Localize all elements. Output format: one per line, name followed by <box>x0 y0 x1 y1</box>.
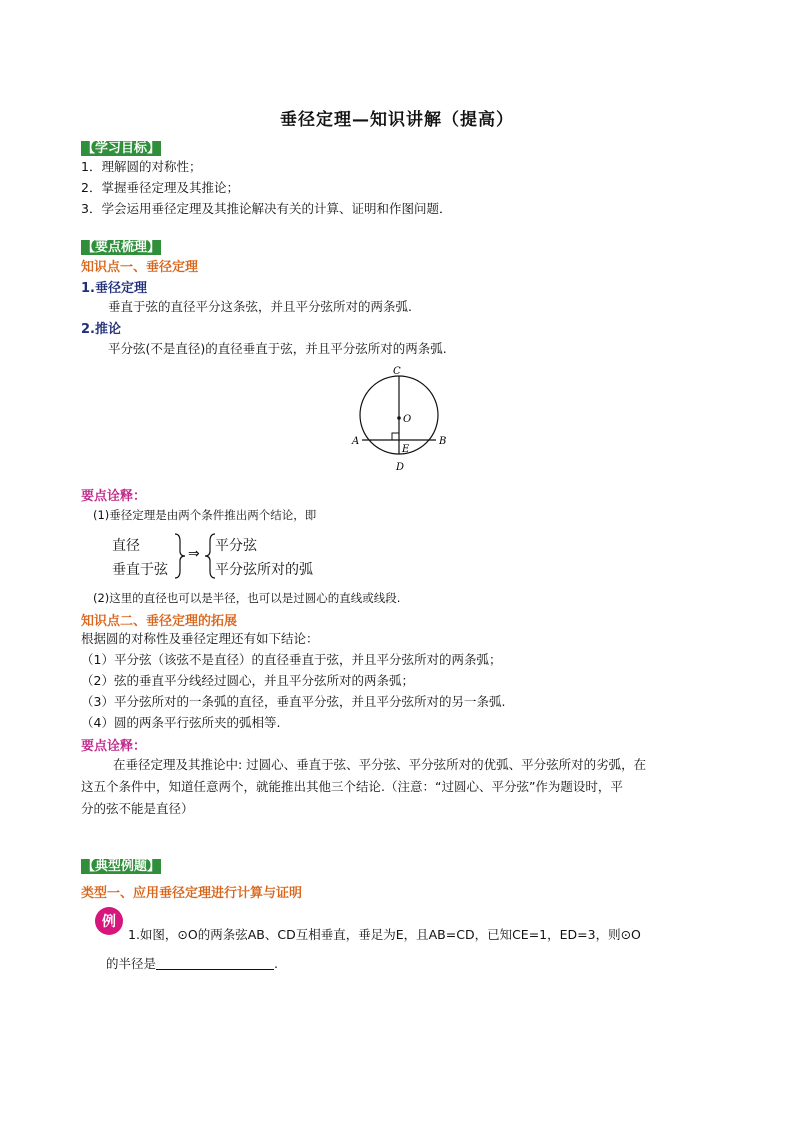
note-2-line-2: 这五个条件中，知道任意两个，就能推出其他三个结论.（注意：“过圆心、平分弦”作为题设时，平 <box>81 779 623 794</box>
label-a: A <box>352 436 360 447</box>
right-brace-icon <box>174 533 186 579</box>
example-badge <box>94 906 124 936</box>
goal-item-3: 3．学会运用垂径定理及其推论解决有关的计算、证明和作图问题． <box>81 201 452 216</box>
formula-left-1: 直径 <box>112 538 140 554</box>
k2-item-4: （4）圆的两条平行弦所夹的弧相等. <box>81 715 281 730</box>
note-2-line-3: 分的弦不能是直径） <box>81 801 194 816</box>
type-1-title: 类型一、应用垂径定理进行计算与证明 <box>81 886 303 901</box>
note-1-p2: (2)这里的直径也可以是半径，也可以是过圆心的直线或线段. <box>93 591 401 605</box>
learning-goals-header: 【学习目标】 <box>82 141 161 156</box>
k2-intro: 根据圆的对称性及垂径定理还有如下结论： <box>81 631 319 646</box>
question-1-line-2 <box>106 954 278 974</box>
label-e: E <box>402 444 410 455</box>
k2-item-2: （2）弦的垂直平分线经过圆心，并且平分弦所对的两条弧； <box>81 673 414 688</box>
note-1-p1: (1)垂径定理是由两个条件推出两个结论，即 <box>93 508 317 522</box>
knowledge-point-1-title: 知识点一、垂径定理 <box>81 260 199 275</box>
question-1-prefix: 的半径是 <box>106 956 157 971</box>
label-d: D <box>396 462 405 473</box>
label-b: B <box>439 436 447 447</box>
answer-blank[interactable] <box>156 955 274 970</box>
question-1-line-1: 1.如图，⊙O的两条弦AB、CD互相垂直，垂足为E，且AB=CD，已知CE=1，ED=3，则⊙O <box>128 927 641 942</box>
example-badge-label: 例 <box>102 914 116 930</box>
section-1-text: 垂直于弦的直径平分这条弦，并且平分弦所对的两条弧. <box>108 299 412 314</box>
center-point <box>397 416 401 420</box>
formula-right-2: 平分弦所对的弧 <box>215 562 313 578</box>
right-angle-mark <box>392 433 399 440</box>
note-1-title: 要点诠释： <box>81 489 147 504</box>
formula-left-2: 垂直于弦 <box>112 562 168 578</box>
goal-item-2: 2．掌握垂径定理及其推论； <box>81 180 239 195</box>
goal-item-1: 1．理解圆的对称性； <box>81 159 202 174</box>
label-o: O <box>403 414 412 425</box>
page-title: 垂径定理—知识讲解（提高） <box>280 110 514 130</box>
note-2-title: 要点诠释： <box>81 739 147 754</box>
examples-header: 【典型例题】 <box>82 859 161 874</box>
section-2-title: 2.推论 <box>81 322 121 337</box>
question-1-suffix: . <box>274 956 278 971</box>
section-1-title: 1.垂径定理 <box>81 281 147 296</box>
k2-item-1: （1）平分弦（该弦不是直径）的直径垂直于弦，并且平分弦所对的两条弧； <box>81 652 502 667</box>
circle-diagram <box>344 360 456 478</box>
label-c: C <box>393 366 401 377</box>
knowledge-point-2-title: 知识点二、垂径定理的拓展 <box>81 614 238 629</box>
formula-right-1: 平分弦 <box>215 538 257 554</box>
key-points-header: 【要点梳理】 <box>82 240 161 255</box>
k2-item-3: （3）平分弦所对的一条弧的直径，垂直平分弦，并且平分弦所对的另一条弧. <box>81 694 506 709</box>
section-2-text: 平分弦(不是直径)的直径垂直于弦，并且平分弦所对的两条弧. <box>108 341 447 356</box>
note-2-line-1: 在垂径定理及其推论中: 过圆心、垂直于弦、平分弦、平分弦所对的优弧、平分弦所对的劣弧，在 <box>113 757 647 772</box>
implies-arrow: ⇒ <box>188 546 200 562</box>
